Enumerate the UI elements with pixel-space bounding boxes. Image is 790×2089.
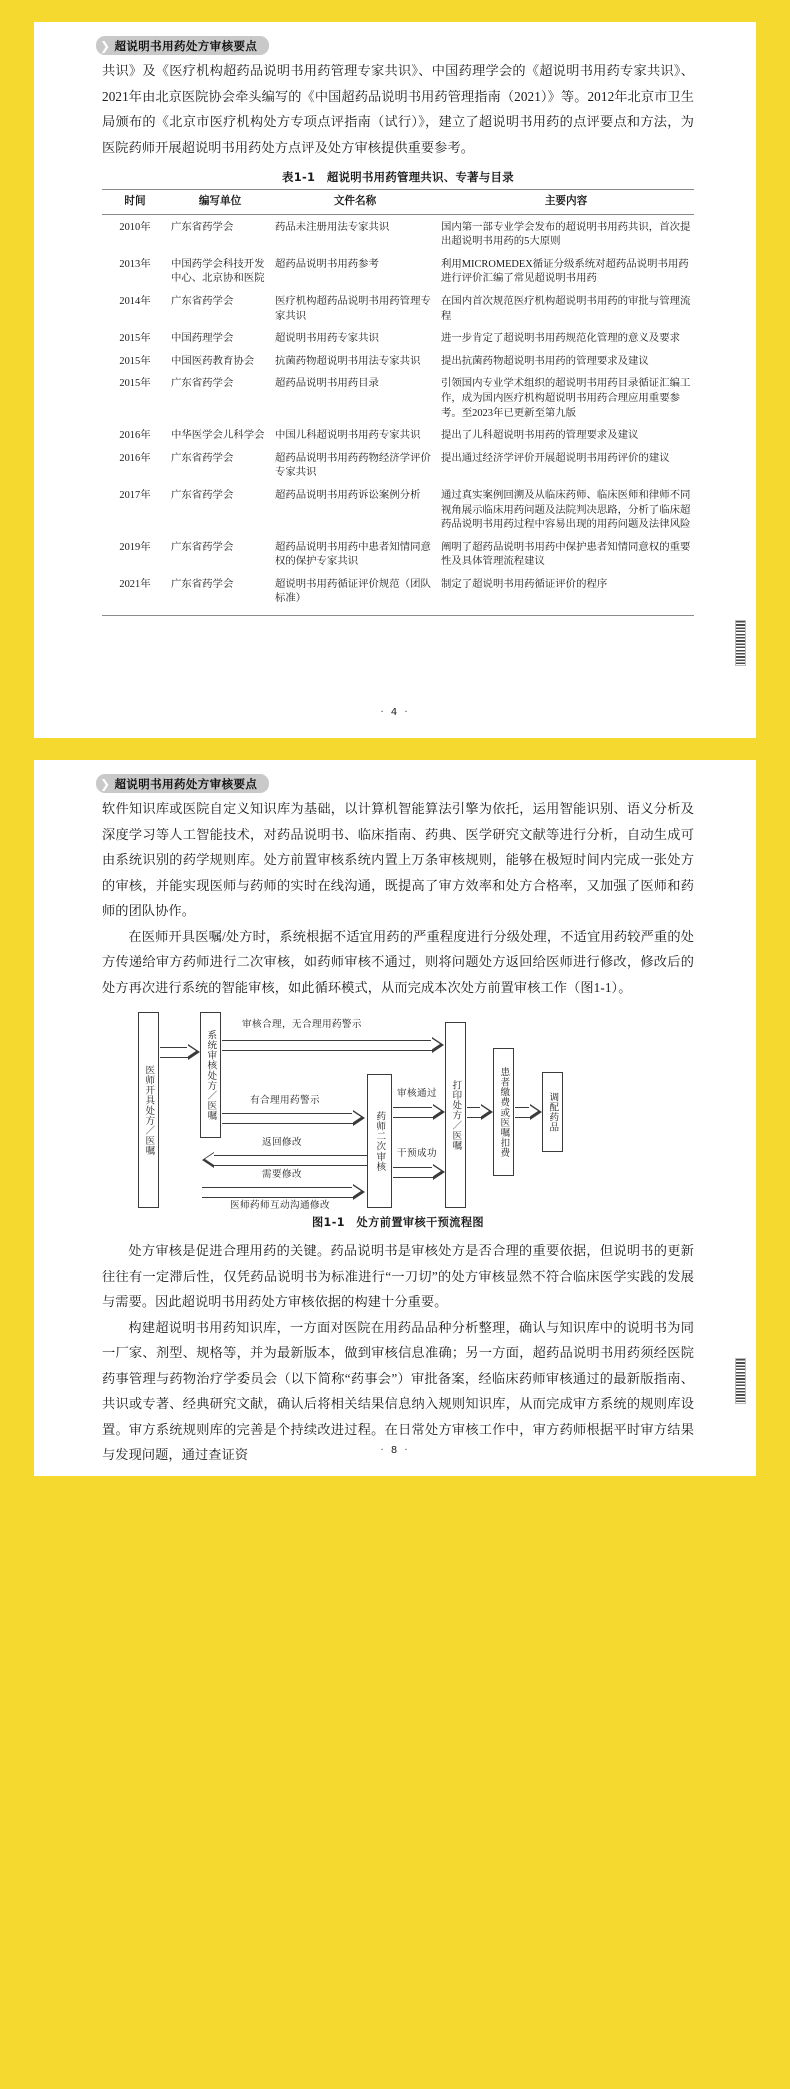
- cell-unit: 中国药学会科技开发中心、北京协和医院: [171, 258, 265, 285]
- page-sheet-2: [34, 760, 756, 1476]
- table-row: [102, 214, 694, 254]
- table-row: [102, 328, 694, 351]
- footer-dot-right: ·: [404, 707, 410, 718]
- cell-main: 通过真实案例回溯及从临床药师、临床医师和律师不同视角展示临床用药问题及法院判决思路，分析了临床超药品说明书用药过程中容易出现的用药问题及法律风险: [441, 489, 691, 531]
- flow-edge-label-interactive: 医师药师互动沟通修改: [230, 1200, 330, 1211]
- flow-node-prescriber: [138, 1012, 159, 1208]
- cell-time: 2017年: [119, 489, 151, 501]
- cell-unit: 广东省药学会: [171, 221, 234, 233]
- flow-arrow-pharmacist-to-prescriber: [202, 1155, 367, 1166]
- flow-arrow-intervention-success: [393, 1167, 445, 1178]
- cell-unit: 中国医药教育协会: [171, 355, 255, 367]
- table-row: [102, 373, 694, 425]
- cell-main: 阐明了超药品说明书用药中保护患者知情同意权的重要性及具体管理流程建议: [441, 541, 691, 568]
- flow-node-system-review: [200, 1012, 221, 1138]
- flow-edge-label-return: 返回修改: [262, 1137, 302, 1148]
- cell-time: 2014年: [119, 295, 151, 307]
- cell-file: 抗菌药物超说明书用法专家共识: [275, 355, 421, 367]
- cell-file: 中国儿科超说明书用药专家共识: [275, 430, 421, 442]
- cell-file: 超药品说明书用药中患者知情同意权的保护专家共识: [275, 541, 431, 568]
- table-row: [102, 485, 694, 537]
- thumb-index-2: [735, 1358, 746, 1404]
- flow-node-pharmacist-review: [367, 1074, 392, 1208]
- cell-time: 2016年: [119, 452, 151, 464]
- cell-time: 2015年: [119, 333, 151, 345]
- table-1-1: [102, 189, 694, 611]
- running-head-chip-1: [96, 36, 269, 55]
- table-caption-1-1: 表1-1 超说明书用药管理共识、专著与目录: [282, 170, 514, 184]
- paragraph-p2-2: 在医师开具医嘱/处方时，系统根据不适宜用药的严重程度进行分级处理，不适宜用药较严重的处方传递给审方药师进行二次审核，如药师审核不通过，则将问题处方返回给医师进行修改，修改后的处方再次进行系统的智能审核，如此循环模式，从而完成本次处方前置审核工作（图1-1）。: [102, 928, 694, 995]
- flow-arrow-prescriber-to-system: [160, 1047, 200, 1058]
- flow-edge-label-warning: 有合理用药警示: [250, 1095, 320, 1106]
- cell-time: 2016年: [119, 430, 151, 442]
- flow-node-dispense: [542, 1072, 563, 1152]
- table-row: [102, 537, 694, 574]
- cell-time: 2019年: [119, 541, 151, 553]
- flow-node-label: 调配药品: [547, 1091, 559, 1133]
- flow-node-payment: [493, 1048, 514, 1176]
- page-2-content: [34, 796, 756, 1468]
- figure-1-1: [102, 1012, 694, 1230]
- chevron-right-icon: ❯: [100, 776, 111, 791]
- flow-edge-label-passed: 审核通过: [397, 1088, 437, 1099]
- chevron-right-icon: ❯: [100, 38, 111, 53]
- flow-arrow-pharmacist-to-print: [393, 1107, 445, 1118]
- thumb-index-1: [735, 620, 746, 666]
- cell-file: 药品未注册用法专家共识: [275, 221, 390, 233]
- table-row: [102, 448, 694, 485]
- paragraph-p2-1: 软件知识库或医院自定义知识库为基础，以计算机智能算法引擎为依托，运用智能识别、语义分析及深度学习等人工智能技术，对药品说明书、临床指南、药典、医学研究文献等进行分析，自动生成可由系统识别的药学规则库。处方前置审核系统内置上万条审核规则，能够在极短时间内完成一张处方的审核，并能实现医师与药师的实时在线沟通，既提高了审方效率和处方合格率，又加强了医师和药师的团队协作。: [102, 801, 694, 918]
- cell-main: 提出抗菌药物超说明书用药的管理要求及建议: [441, 355, 649, 367]
- table-row: [102, 351, 694, 374]
- running-head-1: [34, 22, 756, 58]
- table-bottom-rule: [102, 615, 694, 616]
- table-row: [102, 254, 694, 291]
- flow-edge-label-reasonable: 审核合理，无合理用药警示: [242, 1019, 362, 1030]
- flow-node-label: 患者缴费或医嘱扣费: [498, 1066, 510, 1158]
- cell-file: 超药品说明书用药药物经济学评价专家共识: [275, 452, 431, 479]
- cell-file: 超说明书用药循证评价规范（团队标准）: [275, 578, 431, 605]
- cell-unit: 广东省药学会: [171, 578, 234, 590]
- footer-dot-left: ·: [380, 707, 386, 718]
- table-header-row: [102, 190, 694, 215]
- cell-main: 提出了儿科超说明书用药的管理要求及建议: [441, 430, 639, 442]
- cell-time: 2015年: [119, 378, 151, 390]
- cell-unit: 广东省药学会: [171, 295, 234, 307]
- flow-arrow-prescriber-to-pharmacist: [202, 1187, 367, 1198]
- cell-time: 2021年: [119, 578, 151, 590]
- paragraph-p1-1: 共识》及《医疗机构超药品说明书用药管理专家共识》、中国药理学会的《超说明书用药专家共识》、2021年由北京医院协会牵头编写的《中国超药品说明书用药管理指南（2021）》等。2012年北京市卫生局颁布的《北京市医疗机构处方专项点评指南（试行）》，建立了超说明书用药的点评要点和方法，为医院药师开展超说明书用药处方点评及处方审核提供重要参考。: [102, 63, 694, 155]
- flow-edge-label-intervention: 干预成功: [397, 1148, 437, 1159]
- cell-main: 国内第一部专业学会发布的超说明书用药共识，首次提出超说明书用药的5大原则: [441, 221, 691, 248]
- cell-unit: 广东省药学会: [171, 541, 234, 553]
- cell-file: 超说明书用药专家共识: [275, 333, 379, 345]
- table-col-unit: 编写单位: [168, 190, 272, 215]
- cell-main: 引领国内专业学术组织的超说明书用药目录循证汇编工作，成为国内医疗机构超说明书用药合理应用重要参考。至2023年已更新至第九版: [441, 378, 691, 419]
- paragraph-p2-3: 处方审核是促进合理用药的关键。药品说明书是审核处方是否合理的重要依据，但说明书的更新往往有一定滞后性，仅凭药品说明书为标准进行“一刀切”的处方审核显然不符合临床医学实践的发展与需要。因此超说明书用药处方审核依据的构建十分重要。: [102, 1243, 694, 1309]
- page-footer-2: [34, 1445, 756, 1456]
- cell-time: 2015年: [119, 355, 151, 367]
- paragraph-p2-4: 构建超说明书用药知识库，一方面对医院在用药品品种分析整理，确认与知识库中的说明书为同一厂家、剂型、规格等，并为最新版本，做到审核信息准确；另一方面，超药品说明书用药须经医院药事管理与药物治疗学委员会（以下简称“药事会”）审批备案，经临床药师审核通过的最新版指南、共识或专著、经典研究文献，确认后将相关结果信息纳入规则知识库，从而完成审方系统的规则库设置。审方系统规则库的完善是个持续改进过程。在日常处方审核工作中，审方药师根据平时审方结果与发现问题，通过查证资: [102, 1319, 694, 1462]
- cell-file: 超药品说明书用药诉讼案例分析: [275, 489, 421, 501]
- cell-time: 2010年: [119, 221, 151, 233]
- cell-main: 利用MICROMEDEX循证分级系统对超药品说明书用药进行评价汇编了常见超说明书用药: [441, 258, 689, 285]
- figure-caption-1-1: 图1-1 处方前置审核干预流程图: [311, 1216, 485, 1229]
- cell-time: 2013年: [119, 258, 151, 270]
- flow-node-label: 药师二次审核: [374, 1110, 386, 1172]
- page-number-2: 8: [390, 1445, 400, 1456]
- footer-dot-left: ·: [380, 1445, 386, 1456]
- flow-arrow-system-to-pharmacist: [222, 1113, 367, 1124]
- flow-node-label: 医师开具处方／医嘱: [143, 1064, 155, 1156]
- page-1-content: [34, 58, 756, 616]
- table-col-file: 文件名称: [272, 190, 438, 215]
- table-row: [102, 574, 694, 611]
- running-head-chip-2: [96, 774, 269, 793]
- cell-main: 提出通过经济学评价开展超说明书用药评价的建议: [441, 452, 670, 464]
- cell-main: 在国内首次规范医疗机构超说明书用药的审批与管理流程: [441, 295, 691, 322]
- cell-file: 医疗机构超药品说明书用药管理专家共识: [275, 295, 431, 322]
- running-head-2: [34, 760, 756, 796]
- flow-node-label: 系统审核处方／医嘱: [205, 1029, 217, 1121]
- page-footer-1: [34, 707, 756, 718]
- flow-edge-label-need-modify: 需要修改: [262, 1169, 302, 1180]
- footer-dot-right: ·: [404, 1445, 410, 1456]
- page-sheet-1: [34, 22, 756, 738]
- flow-arrow-system-to-print: [222, 1040, 446, 1051]
- running-head-label-2: 超说明书用药处方审核要点: [114, 776, 258, 791]
- cell-main: 制定了超说明书用药循证评价的程序: [441, 578, 608, 590]
- table-col-main: 主要内容: [438, 190, 694, 215]
- flow-node-label: 打印处方／医嘱: [450, 1079, 462, 1151]
- cell-unit: 中国药理学会: [171, 333, 234, 345]
- table-row: [102, 291, 694, 328]
- cell-unit: 广东省药学会: [171, 489, 234, 501]
- table-row: [102, 425, 694, 448]
- cell-unit: 中华医学会儿科学会: [171, 430, 265, 442]
- cell-file: 超药品说明书用药目录: [275, 378, 379, 390]
- table-col-time: 时间: [102, 190, 168, 215]
- flow-node-print: [445, 1022, 466, 1208]
- cell-unit: 广东省药学会: [171, 378, 234, 390]
- cell-main: 进一步肯定了超说明书用药规范化管理的意义及要求: [441, 333, 680, 345]
- figure-canvas: [102, 1012, 694, 1211]
- flow-arrow-print-to-payment: [467, 1107, 493, 1118]
- cell-file: 超药品说明书用药参考: [275, 258, 379, 270]
- flow-arrow-payment-to-dispense: [515, 1107, 542, 1118]
- running-head-label-1: 超说明书用药处方审核要点: [114, 38, 258, 53]
- cell-unit: 广东省药学会: [171, 452, 234, 464]
- page-number-1: 4: [390, 707, 400, 718]
